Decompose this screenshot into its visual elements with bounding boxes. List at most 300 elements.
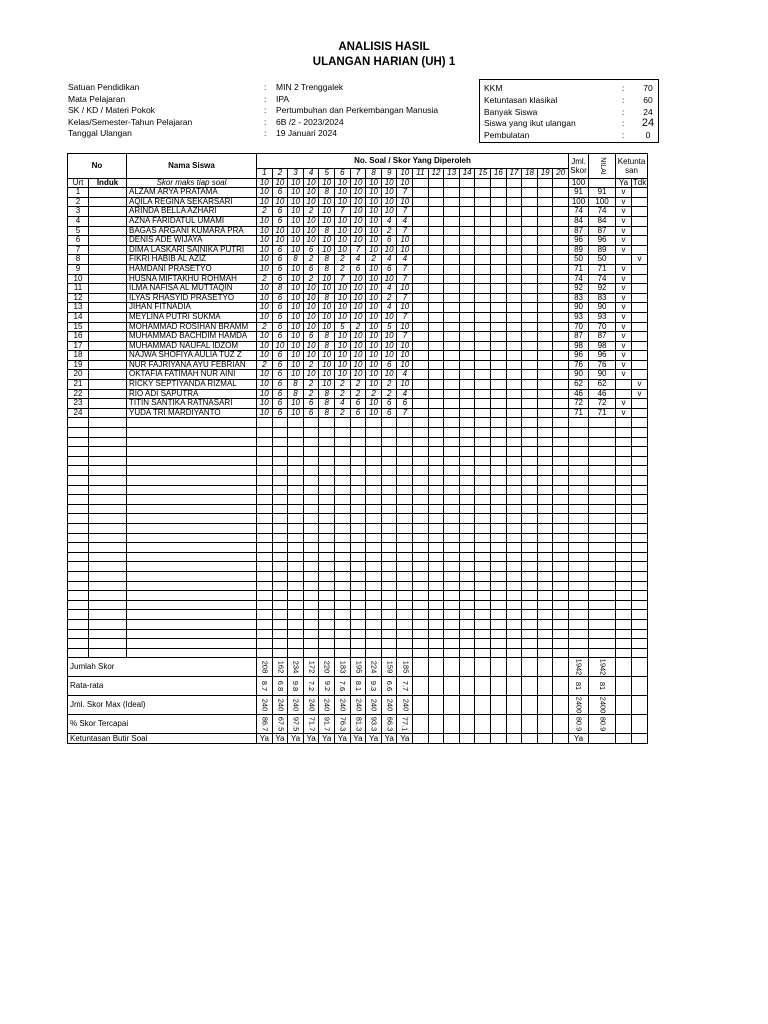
- student-score: 10: [350, 216, 366, 226]
- kkm-value: 24: [641, 117, 655, 130]
- empty-cell: [272, 619, 288, 629]
- student-score: 10: [303, 322, 319, 332]
- empty-cell: [616, 523, 632, 533]
- summary-value: Ya: [335, 734, 351, 744]
- empty-cell: [303, 456, 319, 466]
- student-score: 8: [319, 399, 335, 409]
- empty-cell: [127, 476, 257, 486]
- empty-cell: [413, 591, 429, 601]
- empty-row: [68, 562, 648, 572]
- empty-cell: [444, 485, 460, 495]
- student-score: 10: [288, 312, 304, 322]
- student-score: 6: [350, 264, 366, 274]
- summary-value: [428, 658, 444, 677]
- student-no: 11: [68, 284, 89, 294]
- empty-cell: [272, 562, 288, 572]
- student-row: [68, 341, 648, 351]
- student-score: 8: [319, 188, 335, 198]
- student-row: [68, 332, 648, 342]
- empty-row: [68, 485, 648, 495]
- summary-value: [459, 734, 475, 744]
- empty-cell: [569, 533, 589, 543]
- summary-label: Rata-rata: [68, 677, 257, 696]
- empty-cell: [553, 552, 569, 562]
- empty-cell: [272, 495, 288, 505]
- header-no: No: [68, 154, 127, 179]
- student-tuntas-tdk: [632, 351, 648, 361]
- student-score: 8: [288, 255, 304, 265]
- empty-cell: [413, 552, 429, 562]
- summary-value: Ya: [288, 734, 304, 744]
- empty-cell: [444, 495, 460, 505]
- empty-cell: [475, 562, 491, 572]
- student-score: 10: [319, 322, 335, 332]
- student-score: [444, 303, 460, 313]
- empty-cell: [303, 648, 319, 658]
- empty-cell: [397, 466, 413, 476]
- summary-value: [303, 677, 319, 696]
- empty-cell: [89, 466, 127, 476]
- student-score: 7: [397, 207, 413, 217]
- student-score: [413, 264, 429, 274]
- empty-cell: [459, 600, 475, 610]
- empty-cell: [366, 552, 382, 562]
- empty-cell: [350, 629, 366, 639]
- empty-cell: [127, 495, 257, 505]
- summary-value: [506, 715, 522, 734]
- kkm-row: [484, 82, 656, 94]
- student-score: 10: [272, 197, 288, 207]
- empty-cell: [522, 514, 538, 524]
- empty-cell: [350, 562, 366, 572]
- student-score: [553, 207, 569, 217]
- empty-cell: [319, 629, 335, 639]
- student-score: [553, 332, 569, 342]
- student-score: [553, 245, 569, 255]
- empty-cell: [537, 562, 553, 572]
- empty-cell: [89, 581, 127, 591]
- student-score: 10: [303, 303, 319, 313]
- empty-cell: [506, 533, 522, 543]
- empty-cell: [413, 514, 429, 524]
- student-induk: [89, 303, 127, 313]
- empty-cell: [616, 619, 632, 629]
- student-tuntas-ya: v: [616, 341, 632, 351]
- summary-value: Ya: [272, 734, 288, 744]
- empty-cell: [397, 447, 413, 457]
- student-score: [537, 207, 553, 217]
- summary-value-text: 159: [385, 661, 395, 674]
- student-tuntas-ya: v: [616, 399, 632, 409]
- student-nilai: 91: [589, 188, 616, 198]
- empty-cell: [89, 591, 127, 601]
- summary-value: [444, 677, 460, 696]
- empty-cell: [68, 610, 89, 620]
- student-row: [68, 236, 648, 246]
- summary-value: [288, 658, 304, 677]
- summary-value: [553, 696, 569, 715]
- summary-value: [444, 658, 460, 677]
- empty-cell: [428, 418, 444, 428]
- empty-cell: [288, 552, 304, 562]
- student-score: 10: [257, 293, 273, 303]
- summary-row-skor-max: [68, 696, 648, 715]
- summary-value: [366, 677, 382, 696]
- summary-jml-text: 80.9: [574, 716, 584, 732]
- student-row: [68, 207, 648, 217]
- empty-cell: [537, 581, 553, 591]
- empty-cell: [303, 581, 319, 591]
- empty-cell: [127, 610, 257, 620]
- student-score: [444, 255, 460, 265]
- student-score: 4: [381, 255, 397, 265]
- empty-cell: [303, 571, 319, 581]
- student-score: 10: [257, 351, 273, 361]
- summary-value: [319, 715, 335, 734]
- student-nilai: 98: [589, 341, 616, 351]
- student-jml-skor: 98: [569, 341, 589, 351]
- student-no: 15: [68, 322, 89, 332]
- empty-cell: [303, 428, 319, 438]
- summary-value: [381, 658, 397, 677]
- empty-cell: [413, 648, 429, 658]
- student-name: ALZAM ARYA PRATAMA: [127, 188, 257, 198]
- summary-value: [413, 658, 429, 677]
- student-score: [475, 255, 491, 265]
- student-tuntas-ya: [616, 389, 632, 399]
- student-induk: [89, 255, 127, 265]
- empty-cell: [428, 504, 444, 514]
- student-score: 10: [257, 312, 273, 322]
- student-score: 7: [397, 188, 413, 198]
- student-score: [413, 322, 429, 332]
- empty-cell: [350, 543, 366, 553]
- max-score-cell: 10: [335, 178, 351, 188]
- student-score: 2: [303, 207, 319, 217]
- student-score: 10: [288, 341, 304, 351]
- empty-cell: [444, 466, 460, 476]
- student-score: 8: [288, 389, 304, 399]
- student-score: 10: [288, 360, 304, 370]
- student-score: 10: [319, 303, 335, 313]
- summary-value: [537, 658, 553, 677]
- empty-cell: [537, 610, 553, 620]
- empty-cell: [68, 447, 89, 457]
- summary-value-text: 91.7: [322, 716, 332, 732]
- summary-value-text: 224: [369, 661, 379, 674]
- student-row: [68, 293, 648, 303]
- info-value: MIN 2 Trenggalek: [276, 82, 344, 92]
- student-tuntas-ya: v: [616, 197, 632, 207]
- student-score: 6: [381, 408, 397, 418]
- summary-value: [428, 677, 444, 696]
- empty-cell: [475, 523, 491, 533]
- student-score: [506, 360, 522, 370]
- student-score: [553, 255, 569, 265]
- empty-cell: [381, 504, 397, 514]
- empty-cell: [589, 600, 616, 610]
- student-nilai: 46: [589, 389, 616, 399]
- empty-cell: [335, 533, 351, 543]
- student-jml-skor: 90: [569, 303, 589, 313]
- summary-jml-text: 1942: [574, 658, 584, 676]
- student-score: 10: [288, 264, 304, 274]
- empty-cell: [413, 629, 429, 639]
- empty-cell: [350, 552, 366, 562]
- student-jml-skor: 50: [569, 255, 589, 265]
- empty-cell: [397, 562, 413, 572]
- student-score: 10: [381, 197, 397, 207]
- student-score: [537, 389, 553, 399]
- student-row: [68, 380, 648, 390]
- student-score: [537, 370, 553, 380]
- empty-cell: [335, 571, 351, 581]
- student-score: 6: [272, 255, 288, 265]
- empty-cell: [475, 648, 491, 658]
- empty-cell: [288, 600, 304, 610]
- student-score: [428, 293, 444, 303]
- empty-cell: [303, 437, 319, 447]
- student-score: [522, 245, 538, 255]
- empty-cell: [335, 600, 351, 610]
- student-score: [537, 216, 553, 226]
- student-nilai: 93: [589, 312, 616, 322]
- summary-value-text: 8.1: [353, 681, 363, 692]
- empty-cell: [397, 600, 413, 610]
- summary-value: Ya: [350, 734, 366, 744]
- student-score: 7: [335, 207, 351, 217]
- empty-cell: [366, 456, 382, 466]
- student-induk: [89, 389, 127, 399]
- student-induk: [89, 370, 127, 380]
- empty-cell: [319, 591, 335, 601]
- student-jml-skor: 71: [569, 408, 589, 418]
- empty-cell: [537, 543, 553, 553]
- student-score: 10: [288, 322, 304, 332]
- student-score: [459, 264, 475, 274]
- summary-value: [444, 734, 460, 744]
- empty-row: [68, 552, 648, 562]
- student-score: [475, 341, 491, 351]
- empty-cell: [491, 428, 507, 438]
- summary-value: [522, 734, 538, 744]
- empty-cell: [522, 447, 538, 457]
- empty-cell: [381, 648, 397, 658]
- student-score: 10: [288, 207, 304, 217]
- empty-cell: [522, 495, 538, 505]
- student-score: [553, 360, 569, 370]
- empty-cell: [569, 485, 589, 495]
- empty-cell: [537, 629, 553, 639]
- empty-cell: [257, 418, 273, 428]
- student-row: [68, 408, 648, 418]
- empty-cell: [459, 495, 475, 505]
- empty-cell: [475, 447, 491, 457]
- empty-cell: [288, 648, 304, 658]
- empty-cell: [589, 514, 616, 524]
- empty-cell: [459, 485, 475, 495]
- empty-cell: [68, 514, 89, 524]
- student-score: 8: [319, 264, 335, 274]
- student-score: [475, 380, 491, 390]
- empty-cell: [616, 504, 632, 514]
- student-score: 10: [366, 197, 382, 207]
- empty-row: [68, 456, 648, 466]
- student-score: [413, 341, 429, 351]
- summary-value: [491, 734, 507, 744]
- student-score: 4: [381, 303, 397, 313]
- empty-cell: [350, 533, 366, 543]
- student-score: 10: [257, 370, 273, 380]
- empty-cell: [257, 466, 273, 476]
- student-tuntas-tdk: [632, 236, 648, 246]
- student-score: [506, 216, 522, 226]
- student-nilai: 74: [589, 207, 616, 217]
- summary-value: [397, 696, 413, 715]
- empty-cell: [89, 418, 127, 428]
- empty-cell: [413, 639, 429, 649]
- summary-value: [257, 677, 273, 696]
- student-row: [68, 245, 648, 255]
- student-score: 4: [397, 216, 413, 226]
- summary-value: [522, 677, 538, 696]
- student-score: 10: [397, 351, 413, 361]
- student-score: [491, 216, 507, 226]
- student-score: [459, 332, 475, 342]
- empty-cell: [459, 619, 475, 629]
- empty-cell: [68, 600, 89, 610]
- student-tuntas-tdk: [632, 274, 648, 284]
- student-score: [522, 197, 538, 207]
- empty-cell: [444, 600, 460, 610]
- student-score: [491, 389, 507, 399]
- empty-cell: [589, 485, 616, 495]
- student-no: 4: [68, 216, 89, 226]
- empty-cell: [569, 504, 589, 514]
- empty-cell: [506, 562, 522, 572]
- student-score: 10: [257, 255, 273, 265]
- student-score: 6: [272, 399, 288, 409]
- empty-cell: [553, 648, 569, 658]
- empty-cell: [89, 562, 127, 572]
- empty-cell: [397, 485, 413, 495]
- student-score: 10: [381, 312, 397, 322]
- info-colon: :: [264, 116, 267, 127]
- empty-cell: [89, 514, 127, 524]
- student-score: 10: [366, 303, 382, 313]
- empty-cell: [491, 495, 507, 505]
- soal-number-header: 16: [491, 169, 507, 179]
- empty-cell: [127, 619, 257, 629]
- empty-cell: [350, 447, 366, 457]
- student-score: 2: [303, 274, 319, 284]
- student-score: [506, 380, 522, 390]
- student-score: 10: [381, 370, 397, 380]
- summary-value: [303, 696, 319, 715]
- student-score: [553, 293, 569, 303]
- empty-cell: [319, 437, 335, 447]
- student-score: [459, 312, 475, 322]
- empty-cell: [522, 485, 538, 495]
- student-score: 10: [272, 226, 288, 236]
- empty-row: [68, 639, 648, 649]
- student-score: [459, 293, 475, 303]
- empty-cell: [366, 619, 382, 629]
- student-score: [444, 370, 460, 380]
- empty-cell: [569, 648, 589, 658]
- empty-cell: [569, 581, 589, 591]
- empty-row: [68, 648, 648, 658]
- summary-value: [350, 677, 366, 696]
- student-no: 17: [68, 341, 89, 351]
- summary-value: [428, 715, 444, 734]
- student-score: 4: [397, 255, 413, 265]
- student-score: 2: [335, 408, 351, 418]
- student-score: [413, 399, 429, 409]
- empty-cell: [522, 523, 538, 533]
- empty-cell: [632, 485, 648, 495]
- empty-cell: [381, 552, 397, 562]
- student-score: 10: [350, 274, 366, 284]
- student-score: 10: [257, 284, 273, 294]
- empty-row: [68, 428, 648, 438]
- student-tuntas-ya: v: [616, 245, 632, 255]
- empty-cell: [522, 476, 538, 486]
- empty-cell: [272, 639, 288, 649]
- empty-cell: [127, 591, 257, 601]
- summary-value: [366, 658, 382, 677]
- student-score: [537, 188, 553, 198]
- empty-cell: [522, 562, 538, 572]
- student-tuntas-tdk: [632, 312, 648, 322]
- student-tuntas-ya: v: [616, 188, 632, 198]
- empty-cell: [288, 543, 304, 553]
- empty-cell: [366, 543, 382, 553]
- empty-cell: [569, 466, 589, 476]
- student-score: [537, 322, 553, 332]
- student-no: 9: [68, 264, 89, 274]
- student-score: [475, 197, 491, 207]
- summary-value: [413, 715, 429, 734]
- student-score: [428, 303, 444, 313]
- student-score: 10: [366, 216, 382, 226]
- empty-cell: [428, 581, 444, 591]
- student-score: [553, 351, 569, 361]
- student-score: 6: [303, 264, 319, 274]
- empty-cell: [553, 581, 569, 591]
- student-score: [428, 188, 444, 198]
- empty-cell: [89, 552, 127, 562]
- summary-value: [335, 715, 351, 734]
- empty-cell: [127, 629, 257, 639]
- student-score: 10: [288, 197, 304, 207]
- empty-cell: [397, 648, 413, 658]
- empty-cell: [288, 437, 304, 447]
- student-score: [475, 245, 491, 255]
- summary-value-text: 8.7: [260, 681, 270, 692]
- empty-cell: [381, 437, 397, 447]
- empty-cell: [553, 447, 569, 457]
- info-label: Satuan Pendidikan: [68, 82, 140, 92]
- student-score: [444, 264, 460, 274]
- empty-cell: [632, 629, 648, 639]
- summary-label: % Skor Tercapai: [68, 715, 257, 734]
- student-jml-skor: 96: [569, 236, 589, 246]
- student-score: [475, 216, 491, 226]
- empty-cell: [397, 610, 413, 620]
- empty-cell: [632, 543, 648, 553]
- student-nilai: 62: [589, 380, 616, 390]
